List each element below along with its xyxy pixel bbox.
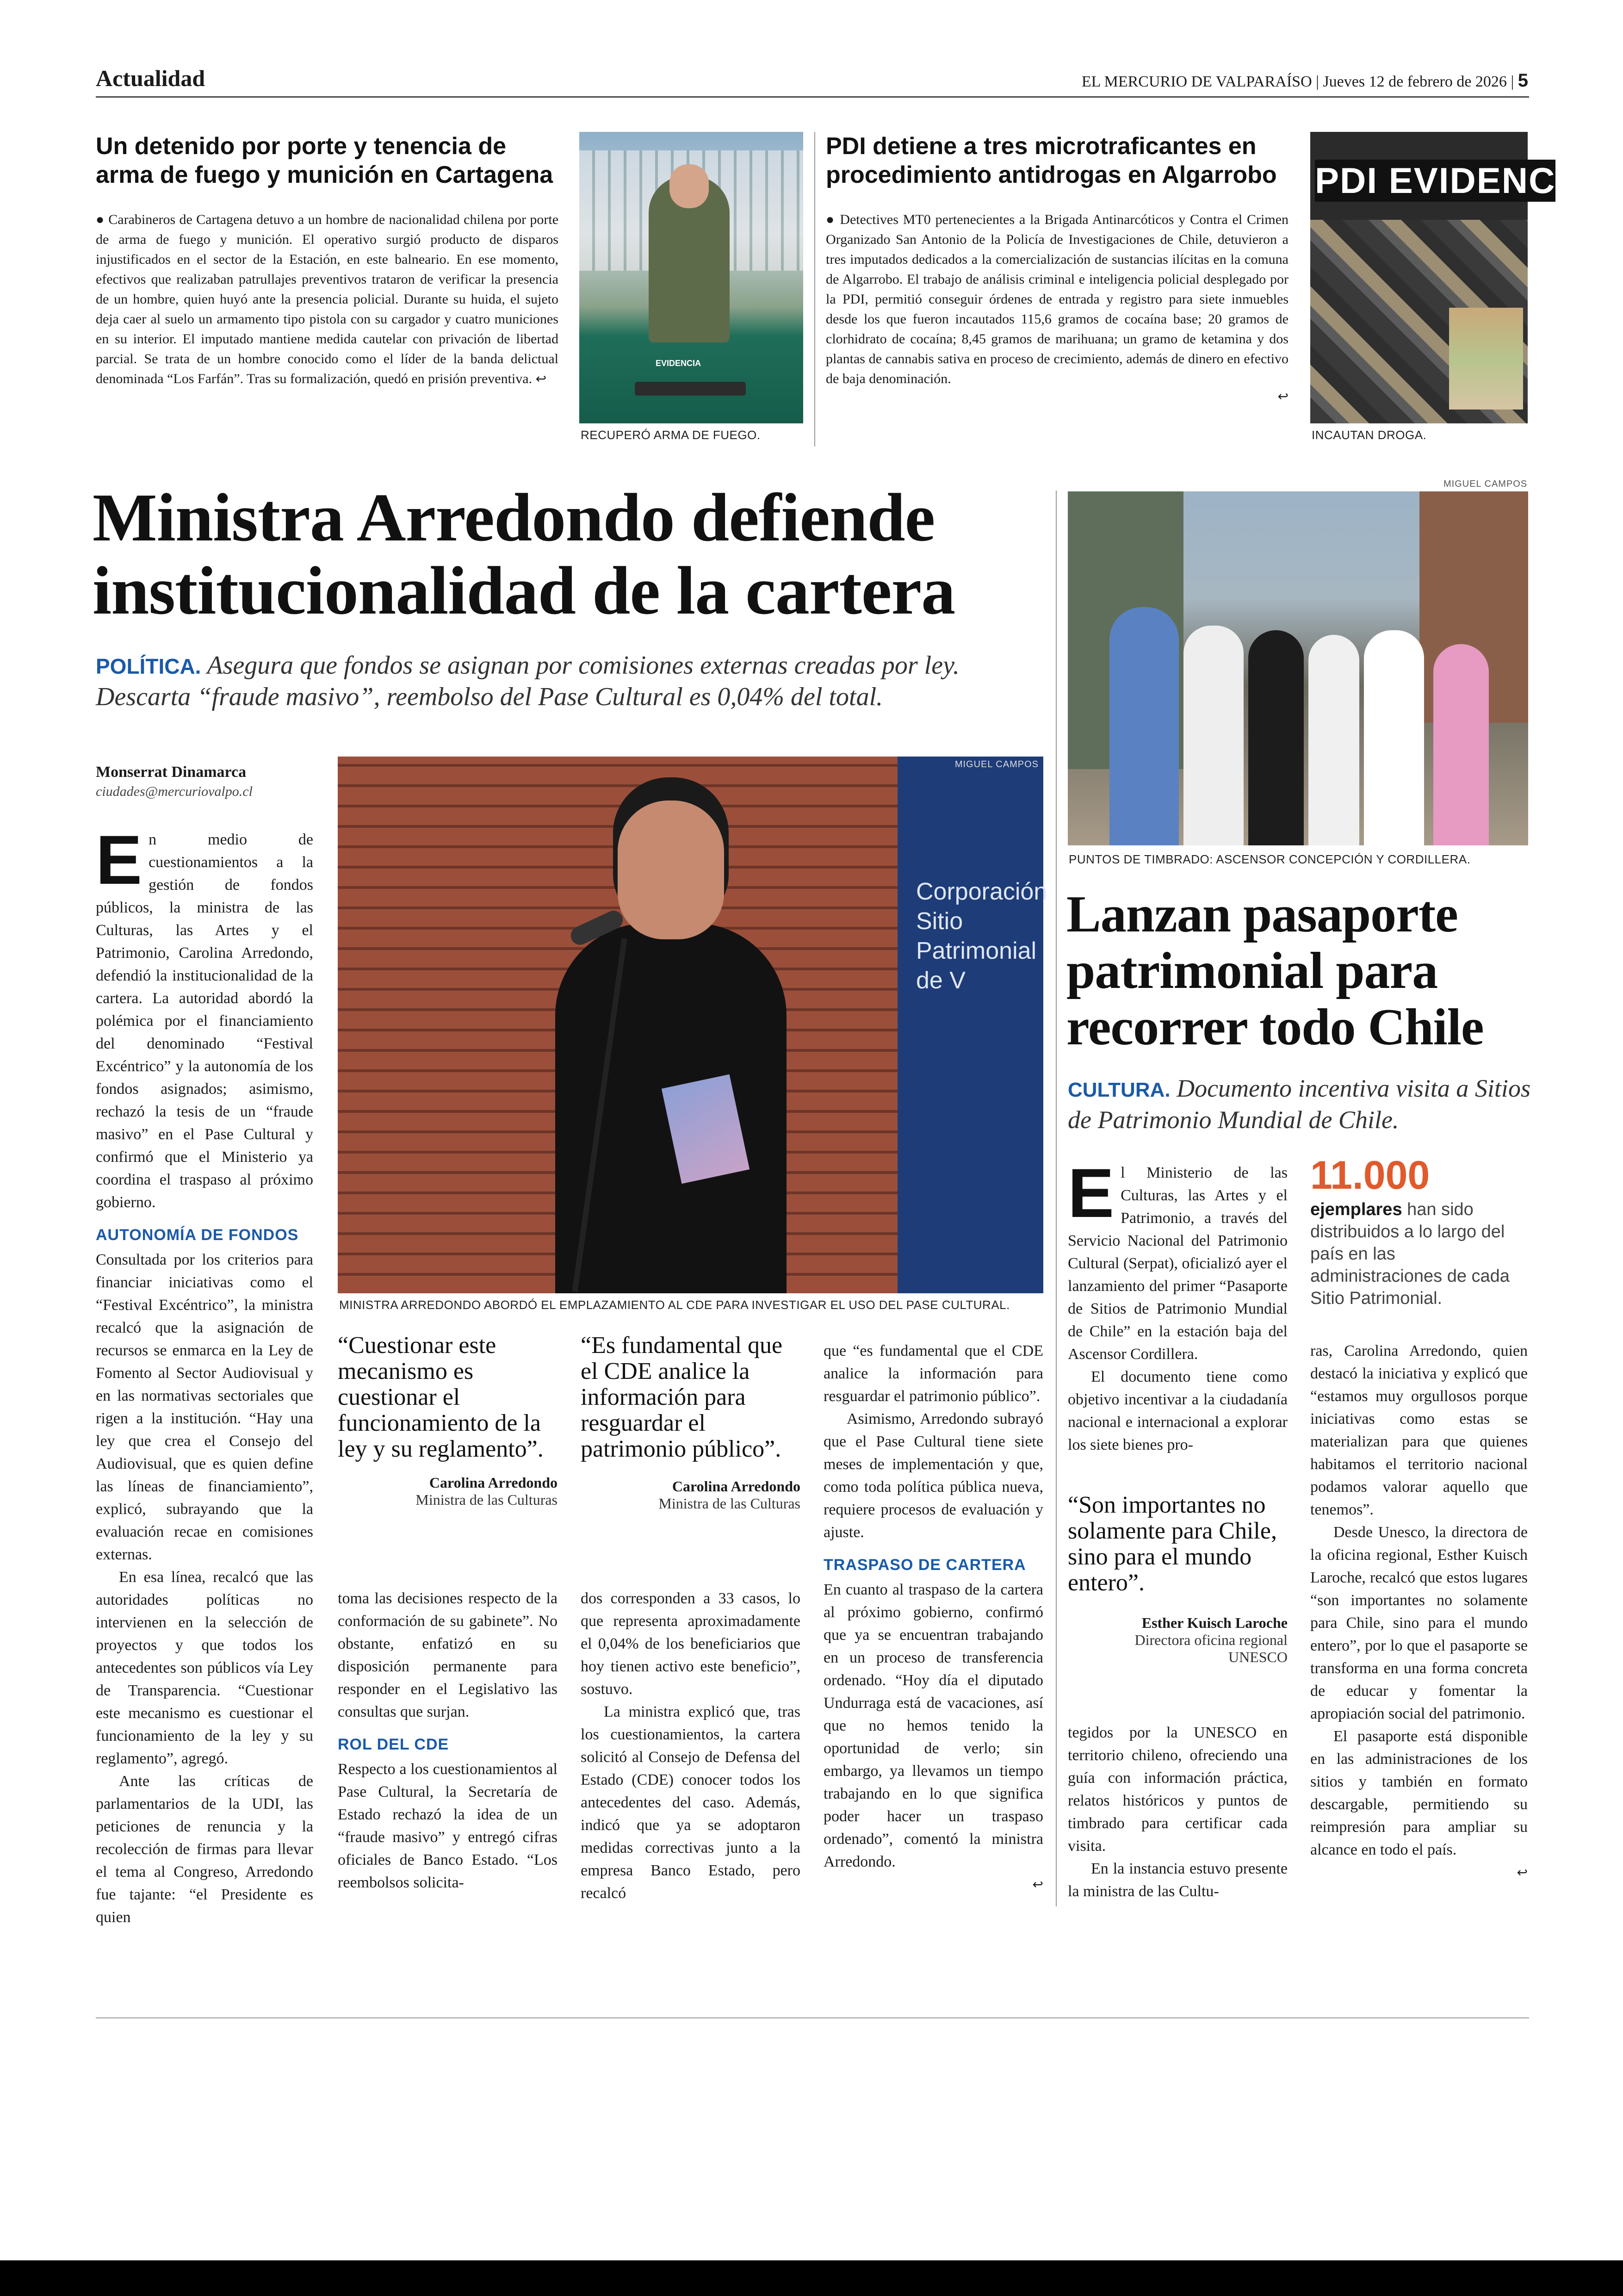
brief2-cash bbox=[1449, 308, 1523, 410]
brief2-photo bbox=[1310, 132, 1556, 423]
brief2 bbox=[826, 132, 1288, 404]
subhead-traspaso: TRASPASO DE CARTERA bbox=[824, 1556, 1026, 1574]
main-col2-p2: Respecto a los cuestionamientos al Pase Cultural, la Secretaría de Estado rechazó la idea de un “fraude masivo” y entregó cifras oficiales de Banco Estado. “Los reembolsos solicita- bbox=[338, 1761, 558, 1891]
second-quote-org: UNESCO bbox=[1228, 1649, 1288, 1665]
stat-text: han sido distribuidos a lo largo del país en las administraciones de cada Sitio Patrimonial. bbox=[1310, 1200, 1510, 1308]
second-col1 bbox=[1068, 1154, 1288, 1456]
brief2-body-wrap bbox=[826, 210, 1288, 389]
second-photo-caption: PUNTOS DE TIMBRADO: ASCENSOR CONCEPCIÓN Y CORDILLERA. bbox=[1069, 852, 1471, 866]
group-person-2 bbox=[1183, 626, 1244, 845]
masthead: EL MERCURIO DE VALPARAÍSO | Jueves 12 de febrero de 2026 | 5 bbox=[1081, 70, 1528, 91]
end-of-article-icon: ↩ bbox=[535, 371, 547, 386]
second-col1-p3: tegidos por la UNESCO en territorio chileno, ofreciendo una guía con información práctica, relatos históricos y puntos de timbrado para certificar cada visita. bbox=[1068, 1724, 1288, 1855]
second-deck-text: Documento incentiva visita a Sitios de Patrimonio Mundial de Chile. bbox=[1068, 1074, 1530, 1134]
brief1-body: Carabineros de Cartagena detuvo a un hombre de nacionalidad chilena por porte de arma de fuego y munición. El operativo surgió producto de disparos injustificados en el sector de la Estación, en este balneario. En ese momento, efectivos que realizaban patrullajes preventivos trataron de verificar la presencia de un hombre, quien huyó ante la presencia policial. Durante su huida, el sujeto deja caer al suelo un armamento tipo pistola con su cargador y cuatro municiones en su interior. El imputado mantiene medida cautelar con privación de libertad parcial. Se trata de un hombre conocido como el líder de la banda delictual denominada “Los Farfán”. Tras su formalización, quedó en prisión preventiva. bbox=[96, 212, 559, 386]
pull-quote-1-text: “Cuestionar este mecanismo es cuestionar el funcionamiento de la ley y su reglamento”. bbox=[338, 1332, 544, 1462]
stat-text-wrap bbox=[1310, 1198, 1528, 1309]
main-deck-text: Asegura que fondos se asignan por comisiones externas creadas por ley. Descarta “fraude masivo”, reembolso del Pase Cultural es 0,04% del total. bbox=[96, 651, 960, 711]
main-col4-p3: En cuanto al traspaso de la cartera al próximo gobierno, confirmó que ya se encuentran trabajando en un proceso de transferencia ordenado. “Hoy día el diputado Undurraga está de vacaciones, así que no hemos tenido la oportunidad de verlo; sin embargo, ya llevamos un tiempo trabajando en lo que significa poder hacer un traspaso ordenado”, comentó la ministra Arredondo. bbox=[824, 1581, 1043, 1870]
main-kicker: POLÍTICA. bbox=[96, 654, 201, 678]
bullet-icon: ● bbox=[96, 212, 105, 227]
header-rule bbox=[96, 96, 1529, 98]
second-col2-p3: El pasaporte está disponible en las administraciones de los sitios y también en formato descargable, permitiendo su reimpresión para ampliar su alcance en todo el país. bbox=[1310, 1728, 1528, 1858]
group-person-6 bbox=[1433, 644, 1489, 845]
issue-date: Jueves 12 de febrero de 2026 bbox=[1323, 73, 1507, 90]
column-divider bbox=[1056, 490, 1057, 1906]
group-person-3 bbox=[1248, 630, 1304, 845]
second-quote-text: “Son importantes no solamente para Chile, sino para el mundo entero”. bbox=[1068, 1492, 1277, 1596]
author: Monserrat Dinamarca bbox=[96, 763, 247, 781]
main-col2-p1: toma las decisiones respecto de la conformación de su gabinete”. No obstante, enfatizó en su disposición permanente para responder en el Legislativo las consultas que surjan. bbox=[338, 1590, 558, 1720]
main-col1-p3: En esa línea, recalcó que las autoridades políticas no intervienen en la selección de proyectos y que todos los antecedentes son públicos vía Ley de Transparencia. “Cuestionar este mecanismo es cuestionar el funcionamiento de la ley y su reglamento”, agregó. bbox=[96, 1569, 313, 1767]
stat-bold: ejemplares bbox=[1310, 1200, 1402, 1219]
main-photo bbox=[338, 757, 1047, 1293]
brief-divider bbox=[814, 132, 815, 447]
main-col3-p1: dos corresponden a 33 casos, lo que representa aproximadamente el 0,04% de los beneficiarios que hoy tienen activo este beneficio”, sostuvo. bbox=[581, 1590, 800, 1698]
subhead-rol-cde: ROL DEL CDE bbox=[338, 1736, 449, 1753]
brief1-caption: RECUPERÓ ARMA DE FUEGO. bbox=[581, 428, 761, 442]
section-label: Actualidad bbox=[96, 65, 205, 91]
author-email[interactable]: ciudades@mercuriovalpo.cl bbox=[96, 784, 253, 799]
main-photo-banner-text: Corporación Sitio Patrimonial de V bbox=[916, 878, 1047, 994]
group-person-5 bbox=[1364, 630, 1424, 845]
second-col2 bbox=[1310, 1340, 1528, 1884]
second-dropcap: E bbox=[1068, 1154, 1115, 1232]
main-deck bbox=[96, 650, 1044, 712]
brief1 bbox=[96, 132, 558, 389]
brief1-photo-sign: EVIDENCIA bbox=[656, 359, 701, 368]
main-photo-banner bbox=[898, 757, 1047, 1293]
main-col2 bbox=[338, 1587, 558, 1894]
second-quote-by: Esther Kuisch Laroche bbox=[1141, 1614, 1288, 1631]
brief1-officer-head bbox=[669, 164, 709, 208]
second-deck bbox=[1068, 1074, 1530, 1135]
group-person-1 bbox=[1109, 607, 1179, 845]
second-col1-p1: l Ministerio de las Culturas, las Artes y el Patrimonio, a través del Servicio Nacional del Patrimonio Cultural (Serpat), oficializó ayer el lanzamiento del primer “Pasaporte de Sitios de Patrimonio Mundial de Chile” en la estación baja del Ascensor Cordillera. bbox=[1068, 1164, 1288, 1363]
end-of-article-icon: ↩ bbox=[1517, 1865, 1528, 1880]
second-col1-p2: El documento tiene como objetivo incentivar a la ciudadanía nacional e internacional a explorar los siete bienes pro- bbox=[1068, 1368, 1288, 1453]
main-col4-p2: Asimismo, Arredondo subrayó que el Pase Cultural tiene siete meses de implementación y que, como toda política pública nueva, requiere procesos de evaluación y ajuste. bbox=[824, 1410, 1043, 1541]
pull-quote-2 bbox=[581, 1333, 800, 1512]
second-quote-role: Directora oficina regional bbox=[1134, 1632, 1288, 1648]
pull-quote-2-by: Carolina Arredondo bbox=[672, 1478, 800, 1495]
second-col2-p1: ras, Carolina Arredondo, quien destacó la iniciativa y explicó que “estamos muy orgullosos porque iniciativas como estas se materializan para que quienes habitamos el territorio nacional podamos valorar aquello que tenemos”. bbox=[1310, 1342, 1528, 1518]
second-col2-p2: Desde Unesco, la directora de la oficina regional, Esther Kuisch Laroche, recalcó que estos lugares “son importantes no solamente para Chile, sino para el mundo entero”, por lo que el pasaporte se transforma en una forma concreta de educar y fomentar la apropiación social del patrimonio. bbox=[1310, 1524, 1528, 1722]
stat-box bbox=[1310, 1152, 1528, 1309]
brief1-body-wrap bbox=[96, 210, 558, 389]
page-number: 5 bbox=[1518, 70, 1528, 91]
brief2-caption: INCAUTAN DROGA. bbox=[1312, 428, 1427, 442]
footer-band bbox=[0, 2260, 1623, 2296]
group-person-4 bbox=[1308, 635, 1359, 845]
main-col3-p2: La ministra explicó que, tras los cuestionamientos, la cartera solicitó al Consejo de Defensa del Estado (CDE) conocer todos los antecedentes del caso. Además, indicó que ya se adoptaron medidas correctivas junto a la empresa Banco Estado, pero recalcó bbox=[581, 1703, 800, 1902]
main-photo-credit: MIGUEL CAMPOS bbox=[954, 759, 1039, 769]
second-photo bbox=[1068, 491, 1528, 845]
second-pull-quote bbox=[1068, 1492, 1288, 1666]
second-col1-cont bbox=[1068, 1721, 1288, 1903]
brief1-photo bbox=[579, 132, 803, 423]
stat-number: 11.000 bbox=[1310, 1153, 1430, 1198]
main-photo-caption: MINISTRA ARREDONDO ABORDÓ EL EMPLAZAMIENTO AL CDE PARA INVESTIGAR EL USO DEL PASE CULTURAL. bbox=[339, 1298, 1010, 1312]
second-kicker: CULTURA. bbox=[1068, 1079, 1171, 1101]
pull-quote-2-role: Ministra de las Culturas bbox=[658, 1495, 800, 1512]
second-headline: Lanzan pasaporte patrimonial para recorrer todo Chile bbox=[1066, 886, 1484, 1056]
publication-name: EL MERCURIO DE VALPARAÍSO bbox=[1081, 73, 1312, 90]
main-col1 bbox=[96, 821, 313, 1929]
bullet-icon: ● bbox=[826, 212, 836, 227]
pull-quote-1 bbox=[338, 1333, 558, 1508]
main-col1-p4: Ante las críticas de parlamentarios de la UDI, las peticiones de renuncia y la recolección de firmas para llevar el tema al Congreso, Arredondo fue tajante: “el Presidente es quien bbox=[96, 1773, 313, 1926]
brief2-photo-sign: PDI EVIDENC bbox=[1315, 160, 1556, 201]
pull-quote-1-by: Carolina Arredondo bbox=[429, 1474, 558, 1491]
brief2-headline: PDI detiene a tres microtraficantes en procedimiento antidrogas en Algarrobo bbox=[826, 133, 1277, 188]
second-col1-p4: En la instancia estuvo presente la ministra de las Cultu- bbox=[1068, 1860, 1288, 1900]
bottom-rule bbox=[96, 2017, 1529, 2018]
main-dropcap: E bbox=[96, 821, 142, 899]
main-col4 bbox=[824, 1340, 1043, 1896]
main-col1-p1: n medio de cuestionamientos a la gestión de fondos públicos, la ministra de las Culturas, las Artes y el Patrimonio, Carolina Arredondo, defendió la institucionalidad de la cartera. La autoridad abordó la polémica por el financiamiento del denominado “Festival Excéntrico” y la autonomía de los fondos asignados; asimismo, rechazó la tesis de un “fraude masivo” en el Pase Cultural y confirmó que el Ministerio ya coordina el traspaso al próximo gobierno. bbox=[96, 831, 313, 1211]
subhead-autonomia: AUTONOMÍA DE FONDOS bbox=[96, 1226, 299, 1244]
brief2-body: Detectives MT0 pertenecientes a la Brigada Antinarcóticos y Contra el Crimen Organizado San Antonio de la Policía de Investigaciones de Chile, detuvieron a tres imputados dedicados a la comercialización de sustancias ilícitas en la comuna de Algarrobo. El trabajo de análisis criminal e inteligencia policial desplegado por la PDI, permitió conseguir órdenes de entrada y registro para siete inmuebles desde los que fueron incautados 115,6 gramos de cocaína base; 20 gramos de clorhidrato de cocaína; 8,45 gramos de marihuana; un gramo de ketamina y dos plantas de cannabis sativa en proceso de crecimiento, además de dinero en efectivo de baja denominación. bbox=[826, 212, 1289, 386]
second-photo-credit: MIGUEL CAMPOS bbox=[1443, 479, 1528, 489]
byline bbox=[96, 763, 253, 800]
minister-head bbox=[618, 800, 724, 939]
pull-quote-2-text: “Es fundamental que el CDE analice la información para resguardar el patrimonio público”. bbox=[581, 1332, 783, 1462]
main-col3 bbox=[581, 1587, 800, 1905]
end-of-article-icon: ↩ bbox=[1032, 1877, 1043, 1892]
pull-quote-1-role: Ministra de las Culturas bbox=[415, 1491, 558, 1508]
brief1-evidence bbox=[635, 382, 746, 396]
main-col4-p1: que “es fundamental que el CDE analice la información para resguardar el patrimonio público”. bbox=[824, 1342, 1043, 1405]
brief1-headline: Un detenido por porte y tenencia de arma de fuego y munición en Cartagena bbox=[96, 133, 553, 188]
end-of-article-icon: ↩ bbox=[1277, 389, 1288, 404]
main-headline: Ministra Arredondo defiende institucionalidad de la cartera bbox=[93, 480, 955, 629]
main-col1-p2: Consultada por los criterios para financiar iniciativas como el “Festival Excéntrico”, la ministra recalcó que la asignación de recursos se enmarca en la Ley de Fomento al Sector Audiovisual y en las normativas sectoriales que rigen a la institución. “Hay una ley que crea el Consejo del Audiovisual, que es quien define las líneas de financiamiento”, explicó, subrayando que la evaluación recae en comisiones externas. bbox=[96, 1251, 313, 1563]
